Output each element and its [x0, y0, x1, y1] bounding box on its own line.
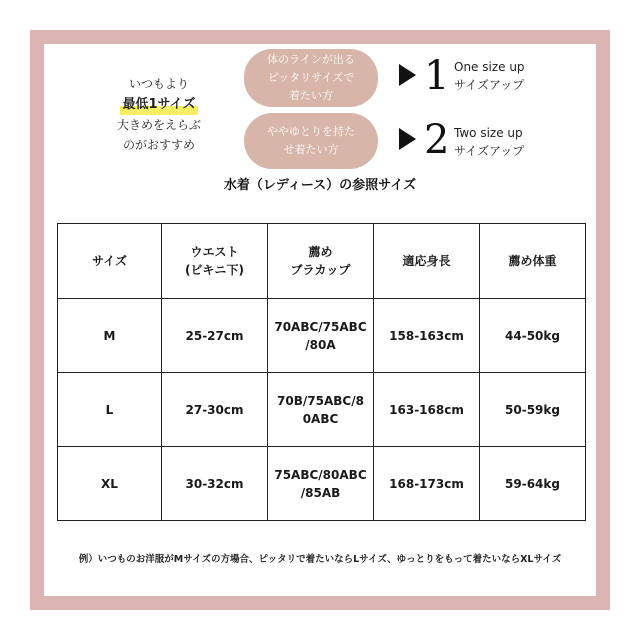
- note-line-3: 大きめをえらぶ: [116, 118, 201, 132]
- note-line-1: いつもより: [128, 77, 189, 91]
- option-1-pill-line-2: ピッタリサイズで: [267, 71, 355, 84]
- cell-size: M: [58, 299, 162, 373]
- cell-bra-cup: 70B/75ABC/8 0ABC: [268, 373, 374, 447]
- table-row: [58, 373, 586, 447]
- header-weight: 薦め体重: [480, 224, 586, 299]
- footnote: 例）いつものお洋服がMサイズの方場合、ピッタリで着たいならLサイズ、ゆっとりをもって着たいならXLサイズ: [78, 554, 562, 565]
- cell-bra-cup: 70ABC/75ABC /80A: [268, 299, 374, 373]
- cell-weight: 59-64kg: [480, 447, 586, 521]
- cell-waist: 27-30cm: [162, 373, 268, 447]
- cell-waist: 30-32cm: [162, 447, 268, 521]
- cell-height: 163-168cm: [374, 373, 480, 447]
- option-1-pill-line-3: 着たい方: [288, 89, 333, 102]
- cell-size: L: [58, 373, 162, 447]
- page-title: 水着（レディース）の参照サイズ: [223, 178, 417, 193]
- option-1-en: One size up: [454, 60, 525, 74]
- option-1-jp: サイズアップ: [454, 78, 525, 92]
- option-2-pill-line-2: せ着たい方: [283, 143, 339, 156]
- cell-height: 168-173cm: [374, 447, 480, 521]
- option-2-arrow-icon: [399, 128, 416, 150]
- cell-weight: 50-59kg: [480, 373, 586, 447]
- option-1-size-up: [454, 58, 525, 94]
- option-2-en: Two size up: [454, 126, 523, 140]
- option-2-pill-line-1: ややゆとりを持た: [267, 125, 355, 138]
- note-highlight: 最低1サイズ: [120, 95, 197, 115]
- cell-size: XL: [58, 447, 162, 521]
- size-table: [57, 223, 586, 521]
- header-bra-cup: 薦め ブラカップ: [268, 224, 374, 299]
- table-row: [58, 447, 586, 521]
- cell-bra-cup: 75ABC/80ABC /85AB: [268, 447, 374, 521]
- recommendation-note: [104, 74, 214, 155]
- cell-waist: 25-27cm: [162, 299, 268, 373]
- option-2-number: 2: [424, 117, 450, 163]
- cell-height: 158-163cm: [374, 299, 480, 373]
- option-1-arrow-icon: [399, 64, 416, 86]
- cell-weight: 44-50kg: [480, 299, 586, 373]
- header-waist: ウエスト (ビキニ下): [162, 224, 268, 299]
- header-height: 適応身長: [374, 224, 480, 299]
- option-1-pill: [244, 49, 378, 107]
- table-header-row: [58, 224, 586, 299]
- option-2-jp: サイズアップ: [454, 144, 525, 158]
- note-line-4: のがおすすめ: [122, 138, 196, 152]
- header-size: サイズ: [58, 224, 162, 299]
- option-1-pill-line-1: 体のラインが出る: [267, 53, 355, 66]
- table-row: [58, 299, 586, 373]
- option-1-number: 1: [424, 53, 450, 99]
- option-2-pill: [244, 113, 378, 169]
- option-2-size-up: [454, 124, 524, 160]
